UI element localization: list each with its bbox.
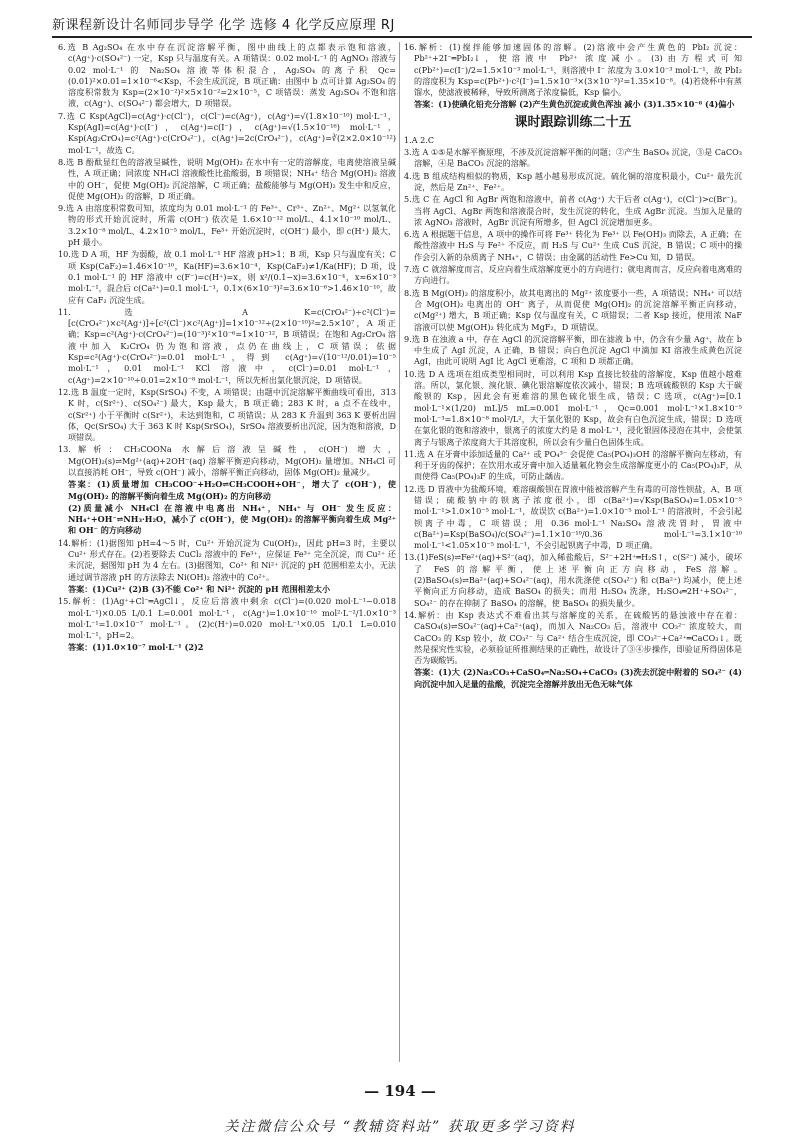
page-header: 新课程新设计名师同步导学 化学 选修 4 化学反应原理 RJ	[52, 18, 395, 33]
solution-paragraph: 7.选 C Ksp(AgCl)=c(Ag⁺)·c(Cl⁻)，c(Cl⁻)=c(Ag⁺)，c(Ag⁺)=√(1.8×10⁻¹⁰) mol·L⁻¹，Ksp(AgI)=c(Ag⁺)·c(I⁻)，c(Ag⁺)=c(I⁻)，c(Ag⁺)=√(1.5×10⁻¹⁶) mol·L⁻¹，Ksp(Ag₂CrO₄)=c²(Ag⁺)·c(CrO₄²⁻)，c(Ag⁺)=2c(CrO₄²⁻)，c(Ag⁺)=∛(2×2.0×10⁻¹²) mol·L⁻¹，故选 C。	[58, 110, 396, 155]
solution-paragraph: 14.解析：(1)据图知 pH=4～5 时，Cu²⁺ 开始沉淀为 Cu(OH)₂，因此 pH=3 时，主要以 Cu²⁺ 形式存在。(2)若要除去 CuCl₂ 溶液中的 Fe³⁺，应保证 Fe³⁺ 完全沉淀，而 Cu²⁺ 还未沉淀，据图知 pH 为 4 左右。(3)据图知，Co²⁺ 和 Ni²⁺ 沉淀的 pH 范围相差太小，无法通过调节溶液 pH 的方法除去 Ni(OH)₂ 溶液中的 Co²⁺。	[58, 537, 396, 582]
solution-paragraph: 5.选 C 在 AgCl 和 AgBr 两饱和溶液中，前者 c(Ag⁺) 大于后者 c(Ag⁺)，c(Cl⁻)>c(Br⁻)。当将 AgCl、AgBr 两饱和溶液混合时，发生沉淀的转化，生成 AgBr 沉淀。当加入足量的浓 AgNO₃ 溶液时，AgBr 沉淀有所增多，但 AgCl 沉淀增加更多。	[404, 194, 742, 227]
solution-paragraph: 12.选 B 温度一定时，Ksp(SrSO₄) 不变，A 项错误；由题中沉淀溶解平衡曲线可看出，313 K 时，c(Sr²⁺)、c(SO₄²⁻) 最大，Ksp 最大，B 项正确；283 K 时，a 点不在线中，c(Sr²⁺) 小于平衡时 c(Sr²⁺)，未达到饱和，C 项错误；从 283 K 升温到 363 K 要析出固体，Qc(SrSO₄) 大于 363 K 时 Ksp(SrSO₄)，SrSO₄ 溶液要析出沉淀，因为饱和溶液，D 项错误。	[58, 386, 396, 443]
solution-paragraph: 4.选 B 组成结构相似的物质，Ksp 越小越易形成沉淀。硫化铜的溶度积最小，Cu²⁺ 最先沉淀，然后是 Zn²⁺、Fe²⁺。	[404, 170, 742, 192]
answer-paragraph: (2)质量减小 NH₄Cl 在溶液中电离出 NH₄⁺，NH₄⁺ 与 OH⁻ 发生反应：NH₄⁺+OH⁻⇌NH₃·H₂O，减小了 c(OH⁻)，使 Mg(OH)₂ 的溶解平衡向着生成 Mg²⁺ 和 OH⁻ 的方向移动	[68, 502, 396, 536]
solution-paragraph: 8.选 B Mg(OH)₂ 的溶度积小，故其电离出的 Mg²⁺ 浓度要小一些，A 项错误；NH₄⁺ 可以结合 Mg(OH)₂ 电离出的 OH⁻ 离子，从而促使 Mg(OH)₂ 的沉淀溶解平衡正向移动，c(Mg²⁺) 增大，B 项正确；Ksp 仅与温度有关，C 项错误；二者 Ksp 接近，使用浓 NaF 溶液可以使 Mg(OH)₂ 转化成为 MgF₂，D 项错误。	[404, 287, 742, 332]
solution-paragraph: 9.选 B 在浊液 a 中，存在 AgCl 的沉淀溶解平衡，即在滤液 b 中，仍含有少量 Ag⁺，故在 b 中生成了 AgI 沉淀，A 正确，B 错误；向白色沉淀 AgCl 中滴加 KI 溶液生成黄色沉淀 AgI，由此可说明 AgI 比 AgCl 更难溶，C 项和 D 项都正确。	[404, 333, 742, 367]
solution-paragraph: 1.A 2.C	[404, 134, 435, 145]
column-divider	[399, 42, 400, 1062]
answer-paragraph: 答案：(1)大 (2)Na₂CO₃+CaSO₄═Na₂SO₄+CaCO₃ (3)洗去沉淀中附着的 SO₄²⁻ (4)向沉淀中加入足量的盐酸，沉淀完全溶解并放出无色无味气体	[414, 667, 742, 689]
solution-paragraph: 10.选 D A 选项在组成类型相同时，可以利用 Ksp 直接比较盐的溶解度，Ksp 值越小越难溶。所以，氯化银、溴化银、碘化银溶解度依次减小，错误；B 选项硫酸钡的 Ksp 大于碳酸钡的 Ksp，因此会有更难溶的黑色硫化银生成，错误；C 选项，c(Ag⁺)=[0.1 mol·L⁻¹×(1/20) mL]/5 mL=0.001 mol·L⁻¹，Qc=0.001 mol·L⁻¹×1.8×10⁻⁵ mol·L⁻³=1.8×10⁻⁸ mol²/L²，大于氯化银的 Ksp，故会有白色沉淀生成，错误；D 选项在氯化银的饱和溶液中，银离子的浓度大约是 8 mol·L⁻¹，浸化银固体浸泡在其中，会使氯离子与银离子浓度商大于其溶度积，所以会有少量白色固体生成。	[404, 368, 742, 447]
answer-paragraph: 答案：(1)Cu²⁺ (2)B (3)不能 Co²⁺ 和 Ni²⁺ 沉淀的 pH 范围相差太小	[68, 583, 331, 594]
solution-paragraph: 10.选 D A 项，HF 为弱酸，故 0.1 mol·L⁻¹ HF 溶液 pH>1；B 项，Ksp 只与温度有关；C 项 Ksp(CaF₂)=1.46×10⁻¹⁰，Ka(HF)=3.6×10⁻⁴，Ksp(CaF₂)≠1/Ka(HF)；D 项，设 0.1 mol·L⁻¹ 的 HF 溶液中 c(F⁻)=c(H⁺)=x，则 x²/(0.1−x)=3.6×10⁻⁴，x≈6×10⁻³ mol·L⁻¹，混合后 c(Ca²⁺)=0.1 mol·L⁻¹，0.1×(6×10⁻³)²=3.6×10⁻⁶>1.46×10⁻¹⁰，故应有 CaF₂ 沉淀生成。	[58, 249, 396, 305]
solution-paragraph: 11.选 A 在牙膏中添加适量的 Ca²⁺ 或 PO₄³⁻ 会促使 Ca₅(PO₄)₃OH 的溶解平衡向左移动，有利于牙齿的保护；在饮用水或牙膏中加入适量氟化物会生成溶解度更小的 Ca₅(PO₄)₃F，从而使得 Ca₅(PO₄)₃F 的生成，可防止龋齿。	[404, 448, 742, 482]
answer-paragraph: 答案：(1)1.0×10⁻⁷ mol·L⁻¹ (2)2	[68, 642, 204, 653]
section-title: 课时跟踪训练二十五	[514, 114, 632, 130]
solution-paragraph: 3.选 A ①⑤是水解平衡原理，不涉及沉淀溶解平衡的问题；②产生 BaSO₄ 沉淀，③是 CaCO₃ 溶解，④是 BaCO₃ 沉淀的溶解。	[404, 147, 742, 169]
solution-paragraph: 11.选 A K=c(CrO₄²⁻)÷c²(Cl⁻)=[c(CrO₄²⁻)×c²(Ag⁺)]÷[c²(Cl⁻)×c²(Ag⁺)]=1×10⁻¹²÷(2×10⁻¹⁰)²=2.5×10⁷，A 项正确；Ksp=c²(Ag⁺)·c(CrO₄²⁻)=(10⁻³)²×10⁻⁶=1×10⁻¹²，B 项错误；在饱和 Ag₂CrO₄ 溶液中加入 K₂CrO₄ 仍为饱和溶液，点仍在曲线上，C 项错误；依据 Ksp=c²(Ag⁺)·c(CrO₄²⁻)=0.01 mol·L⁻¹，得到 c(Ag⁺)=√(10⁻¹²/0.01)=10⁻⁵ mol·L⁻¹，0.01 mol·L⁻¹ KCl 溶液中，c(Cl⁻)=0.01 mol·L⁻¹，c(Ag⁺)=2×10⁻¹⁰÷0.01=2×10⁻⁸ mol·L⁻¹，所以先析出氯化银沉淀，D 项错误。	[58, 306, 396, 385]
solution-paragraph: 13.解析：CH₃COONa 水解后溶液呈碱性，c(OH⁻) 增大，Mg(OH)₂(s)⇌Mg²⁺(aq)+2OH⁻(aq) 溶解平衡逆向移动，Mg(OH)₂ 量增加。NH₄Cl 可以直接消耗 OH⁻，导致 c(OH⁻) 减小，溶解平衡正向移动，固体 Mg(OH)₂ 量减少。	[58, 444, 396, 477]
solution-paragraph: 12.选 D 胃液中为盐酸环境，难溶碳酸钡在胃液中能被溶解产生有毒的可溶性钡盐，A、B 项错误；硫酸钠中的钡离子浓度很小，即 c(Ba²⁺)=√Ksp(BaSO₄)=1.05×10⁻⁵ mol·L⁻¹>1.0×10⁻⁵ mol·L⁻¹，故误饮 c(Ba²⁺)=1.0×10⁻⁵ mol·L⁻¹ 的溶液时，不会引起钡离子中毒，C 项错误；用 0.36 mol·L⁻¹ Na₂SO₄ 溶液洗胃时，胃液中 c(Ba²⁺)=Ksp(BaSO₄)/c(SO₄²⁻)=1.1×10⁻¹⁰/0.36 mol·L⁻¹=3.1×10⁻¹⁰ mol·L⁻¹<1.05×10⁻⁵ mol·L⁻¹，不会引起钡离子中毒，D 项正确。	[404, 483, 742, 551]
right-column-top	[404, 42, 742, 111]
left-column	[58, 42, 396, 1062]
solution-paragraph: 9.选 A 由溶度积常数可知，浓度均为 0.01 mol·L⁻¹ 的 Fe³⁺、Cr³⁺、Zn²⁺、Mg²⁺ 以氢氧化物的形式开始沉淀时，所需 c(OH⁻) 依次是 1.6×10⁻¹² mol/L、4.1×10⁻¹⁰ mol/L、3.2×10⁻⁸ mol/L、4.2×10⁻⁵ mol/L，Fe³⁺ 开始沉淀时，c(OH⁻) 最小，即 c(H⁺) 最大，pH 最小。	[58, 203, 396, 248]
solution-paragraph: 14.解析：由 Ksp 表达式不难看出其与溶解度的关系，在硫酸钙的悬浊液中存在着：CaSO₄(s)⇌SO₄²⁻(aq)+Ca²⁺(aq)，而加入 Na₂CO₃ 后，溶液中 CO₃²⁻ 浓度较大，而 CaCO₃ 的 Ksp 较小，故 CO₃²⁻ 与 Ca²⁺ 结合生成沉淀，即 CO₃²⁻+Ca²⁺═CaCO₃↓。既然是探究性实验，必须验证所推测结果的正确性，故设计了③④步操作，即验证所得固体是否为碳酸钙。	[404, 609, 742, 666]
right-column	[404, 42, 742, 1062]
solution-paragraph: 6.选 A 根据题干信息，A 项中的操作可将 Fe³⁺ 转化为 Fe³⁺ 以 Fe(OH)₃ 而除去，A 正确；在酸性溶液中 H₂S 与 Fe²⁺ 不反应，而 H₂S 与 Cu²⁺ 生成 CuS 沉淀，B 错误；C 项中的操作会引入新的杂质离子 NH₄⁺，C 错误；由金属的活动性 Fe>Cu 知，D 错误。	[404, 229, 742, 262]
solution-paragraph: 15.解析：(1)Ag⁺+Cl⁻═AgCl↓，反应后溶液中剩余 c(Cl⁻)=(0.020 mol·L⁻¹−0.018 mol·L⁻¹)×0.05 L/0.1 L=0.001 mol·L⁻¹，c(Ag⁺)=1.0×10⁻¹⁰ mol²·L⁻²/1.0×10⁻³ mol·L⁻¹=1.0×10⁻⁷ mol·L⁻¹。(2)c(H⁺)=0.020 mol·L⁻¹×0.05 L/0.1 L=0.010 mol·L⁻¹，pH=2。	[58, 596, 396, 641]
answer-paragraph: 答案：(1)使碘化铅充分溶解 (2)产生黄色沉淀或黄色浑浊 减小 (3)1.35×10⁻⁸ (4)偏小	[414, 99, 735, 110]
right-column-bottom	[404, 135, 742, 690]
solution-paragraph: 16.解析：(1)搅拌能够加速固体的溶解。(2)溶液中会产生黄色的 PbI₂ 沉淀：Pb²⁺+2I⁻═PbI₂↓，使溶液中 Pb²⁺ 浓度减小。(3)由方程式可知 c(Pb²⁺)=c(I⁻)/2=1.5×10⁻³ mol·L⁻¹，则溶液中 I⁻ 浓度为 3.0×10⁻³ mol·L⁻¹，故 PbI₂ 的溶度积为 Ksp=c(Pb²⁺)·c²(I⁻)=1.5×10⁻³×(3×10⁻³)²=1.35×10⁻⁸。(4)若烧杯中有蒸馏水，使滤液被稀释，导致所测离子浓度偏低，Ksp 偏小。	[404, 42, 742, 98]
solution-paragraph: 6.选 B Ag₂SO₄ 在水中存在沉淀溶解平衡，图中曲线上的点都表示饱和溶液，c(Ag⁺)·c(SO₄²⁻) 一定，Ksp 只与温度有关。A 项错误：0.02 mol·L⁻¹ 的 AgNO₃ 溶液与 0.02 mol·L⁻¹ 的 Na₂SO₄ 溶液等体积混合，Ag₂SO₄ 的离子积 Qc=(0.01)²×0.01=1×10⁻⁶<Ksp，不会生成沉淀，B 项正确：由图中 b 点可计算 Ag₂SO₄ 的溶度积常数为 Ksp=(2×10⁻²)²×5×10⁻²=2×10⁻⁵，C 项错误：蒸发 Ag₂SO₄ 不饱和溶液，c(Ag⁺)、c(SO₄²⁻) 都会增大，D 项错误。	[58, 42, 396, 109]
answer-paragraph: 答案：(1)质量增加 CH₃COO⁻+H₂O⇌CH₃COOH+OH⁻，增大了 c(OH⁻)，使 Mg(OH)₂ 的溶解平衡向着生成 Mg(OH)₂ 的方向移动	[68, 479, 396, 501]
solution-paragraph: 7.选 C 就溶解度而言，反应向着生成溶解度更小的方向进行；就电离而言，反应向着电离难的方向进行。	[404, 264, 742, 286]
page-number: — 194 —	[364, 1082, 436, 1100]
footer-note: 关注微信公众号 “教辅资料站” 获取更多学习资料	[224, 1119, 576, 1135]
solution-paragraph: 13.(1)FeS(s)⇌Fe²⁺(aq)+S²⁻(aq)，加入稀盐酸后，S²⁻+2H⁺═H₂S↑，c(S²⁻) 减小，破坏了 FeS 的溶解平衡，使上述平衡向正方向移动，FeS 溶解。(2)BaSO₄(s)⇌Ba²⁺(aq)+SO₄²⁻(aq)，用水洗涤使 c(SO₄²⁻) 和 c(Ba²⁺) 均减小，使上述平衡向正方向移动，造成 BaSO₄ 的损失；而用 H₂SO₄ 洗涤，H₂SO₄═2H⁺+SO₄²⁻，SO₄²⁻ 的存在抑制了 BaSO₄ 的溶解，使 BaSO₄ 的损失量少。	[404, 552, 742, 608]
solution-paragraph: 8.选 B 酚酞显红色的溶液呈碱性，说明 Mg(OH)₂ 在水中有一定的溶解度，电离使溶液呈碱性，A 项正确；同浓度 NH₄Cl 溶液酸性比盐酸弱，B 项错误；NH₄⁺ 结合 Mg(OH)₂ 溶液中的 OH⁻，促使 Mg(OH)₂ 沉淀溶解，C 项正确；盐酸能够与 Mg(OH)₂ 发生中和反应，促使 Mg(OH)₂ 的溶解，D 项正确。	[58, 156, 396, 201]
header-rule	[52, 36, 752, 38]
